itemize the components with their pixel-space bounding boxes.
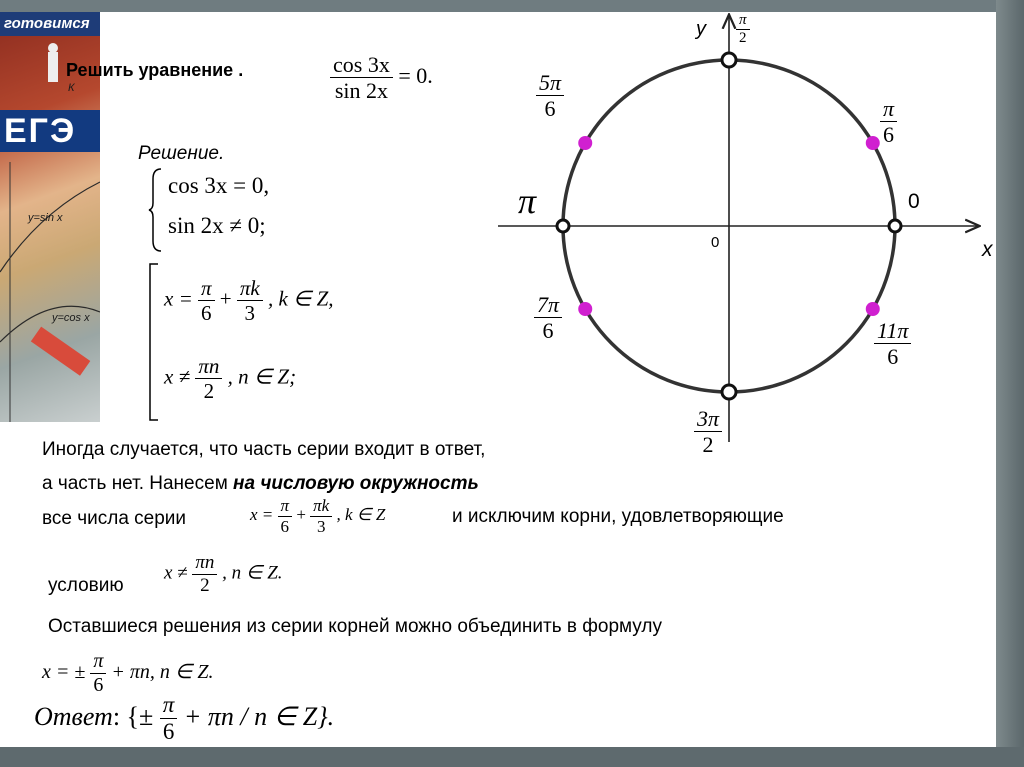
- label-5pi-over-6-den: 6: [544, 96, 556, 122]
- book-title-text: ЕГЭ: [4, 112, 77, 150]
- series2-frac-den: 2: [203, 379, 215, 404]
- origin-label: 0: [711, 234, 720, 251]
- book-graph-label-sin: y=sin x: [28, 212, 63, 224]
- inline-series-f1-den: 6: [280, 516, 290, 536]
- label-pi-over-6: [880, 96, 897, 148]
- combined-formula-den: 6: [93, 674, 104, 696]
- slide-canvas: [0, 12, 996, 747]
- inline-series-f1-num: π: [278, 496, 293, 517]
- inline-condition-prefix: x ≠: [164, 562, 188, 584]
- system-line-1: cos 3x = 0,: [168, 173, 270, 198]
- series2-prefix: x ≠: [164, 364, 191, 389]
- point-pi-over-6: [866, 136, 880, 150]
- combined-formula-prefix: x = ±: [42, 661, 86, 684]
- series1-frac-1-den: 6: [201, 301, 212, 326]
- label-pi-over-2: [736, 12, 750, 48]
- problem-rhs: = 0.: [398, 62, 433, 88]
- inline-condition-den: 2: [200, 574, 210, 596]
- label-11pi-over-6: [874, 318, 911, 370]
- x-axis-label: x: [982, 238, 993, 261]
- point-3pi-over-2: [722, 385, 736, 399]
- unit-circle-figure: [480, 12, 1000, 492]
- series1-prefix: x =: [164, 286, 193, 311]
- paragraph-line-2-plain: а часть нет. Нанесем: [42, 473, 234, 494]
- book-letter-k: К: [68, 82, 75, 94]
- book-title-bar: [0, 110, 100, 152]
- label-3pi-over-2-num: 3π: [694, 406, 722, 432]
- label-7pi-over-6: [534, 292, 562, 344]
- system-brace: [148, 167, 164, 253]
- combined-formula-num: π: [90, 650, 106, 674]
- series-line-1: [164, 276, 334, 325]
- answer-open: : {±: [112, 701, 154, 731]
- book-graph-label-cos: y=cos x: [52, 312, 90, 324]
- label-7pi-over-6-num: 7π: [534, 292, 562, 318]
- series-bracket: [146, 262, 160, 422]
- paragraph-line-3: все числа серии: [42, 508, 187, 529]
- paragraph-2: Оставшиеся решения из серии корней можно объединить в формулу: [48, 616, 662, 637]
- inline-series-suffix: , k ∈ Z: [336, 504, 386, 524]
- book-tag-text: готовимся: [4, 15, 90, 32]
- answer-label: Ответ: [34, 701, 113, 731]
- problem-numerator: cos 3x: [330, 52, 393, 78]
- problem-label: Решить уравнение .: [66, 60, 244, 80]
- answer-num: π: [160, 692, 178, 719]
- point-zero: [889, 220, 901, 232]
- paragraph-line-1: Иногда случается, что часть серии входит в ответ,: [42, 439, 486, 460]
- combined-formula: [42, 650, 213, 697]
- book-tag: [0, 12, 100, 36]
- label-11pi-over-6-num: 11π: [874, 318, 911, 344]
- combined-formula-suffix: + πn, n ∈ Z.: [111, 661, 214, 684]
- label-pi-over-6-den: 6: [883, 122, 895, 148]
- label-5pi-over-6-num: 5π: [536, 70, 564, 96]
- label-pi-over-2-num: π: [736, 12, 750, 30]
- inline-condition: [164, 552, 283, 597]
- inline-series-prefix: x =: [250, 504, 274, 524]
- series-block: [146, 262, 406, 422]
- series2-frac-num: πn: [195, 354, 222, 379]
- inline-series: [250, 496, 385, 536]
- inline-condition-num: πn: [192, 552, 217, 575]
- label-5pi-over-6: [536, 70, 564, 122]
- y-axis-label: y: [696, 18, 706, 40]
- problem-denominator: sin 2x: [334, 78, 388, 104]
- inline-series-f2-den: 3: [316, 516, 326, 536]
- problem-equation: [330, 52, 433, 104]
- label-7pi-over-6-den: 6: [542, 318, 554, 344]
- series2-frac: [195, 354, 222, 403]
- point-pi-over-2: [722, 53, 736, 67]
- window-frame-top: [0, 0, 1024, 12]
- inline-series-plus: +: [296, 504, 306, 524]
- inline-series-f2-num: πk: [310, 496, 332, 517]
- answer-line: [34, 692, 334, 746]
- series1-frac-1: [198, 276, 215, 325]
- series1-frac-1-num: π: [198, 276, 215, 301]
- window-frame-bottom: [0, 747, 1024, 767]
- paragraph-line-2-emphasis: на числовую окружность: [233, 473, 479, 494]
- paragraph-line-4: условию: [48, 575, 124, 596]
- series1-plus: +: [219, 286, 232, 311]
- series-line-2: [164, 354, 296, 403]
- label-3pi-over-2: [694, 406, 722, 458]
- label-pi-over-6-num: π: [880, 96, 897, 122]
- paragraph-line-3-tail: и исключим корни, удовлетворяющие: [452, 506, 784, 527]
- point-5pi-over-6: [578, 136, 592, 150]
- answer-suffix: + πn / n ∈ Z}.: [183, 701, 335, 731]
- window-frame-right: [996, 0, 1024, 767]
- zero-angle-label: 0: [908, 190, 920, 213]
- label-pi-over-2-den: 2: [739, 30, 747, 47]
- system-line-2: sin 2x ≠ 0;: [168, 213, 266, 238]
- series1-frac-2: [237, 276, 263, 325]
- paragraph-line-2: [42, 473, 479, 495]
- problem-fraction: [330, 52, 393, 104]
- solution-label: Решение.: [138, 143, 225, 164]
- series2-suffix: , n ∈ Z;: [227, 364, 297, 389]
- series1-suffix: , k ∈ Z,: [267, 286, 334, 311]
- series1-frac-2-num: πk: [237, 276, 263, 301]
- inline-condition-suffix: , n ∈ Z.: [222, 562, 283, 584]
- point-7pi-over-6: [578, 302, 592, 316]
- label-3pi-over-2-den: 2: [702, 432, 714, 458]
- point-11pi-over-6: [866, 302, 880, 316]
- pi-angle-label: π: [518, 181, 537, 221]
- series1-frac-2-den: 3: [244, 301, 256, 326]
- system-block: [148, 167, 348, 253]
- point-pi: [557, 220, 569, 232]
- label-11pi-over-6-den: 6: [887, 344, 899, 370]
- answer-den: 6: [162, 719, 175, 745]
